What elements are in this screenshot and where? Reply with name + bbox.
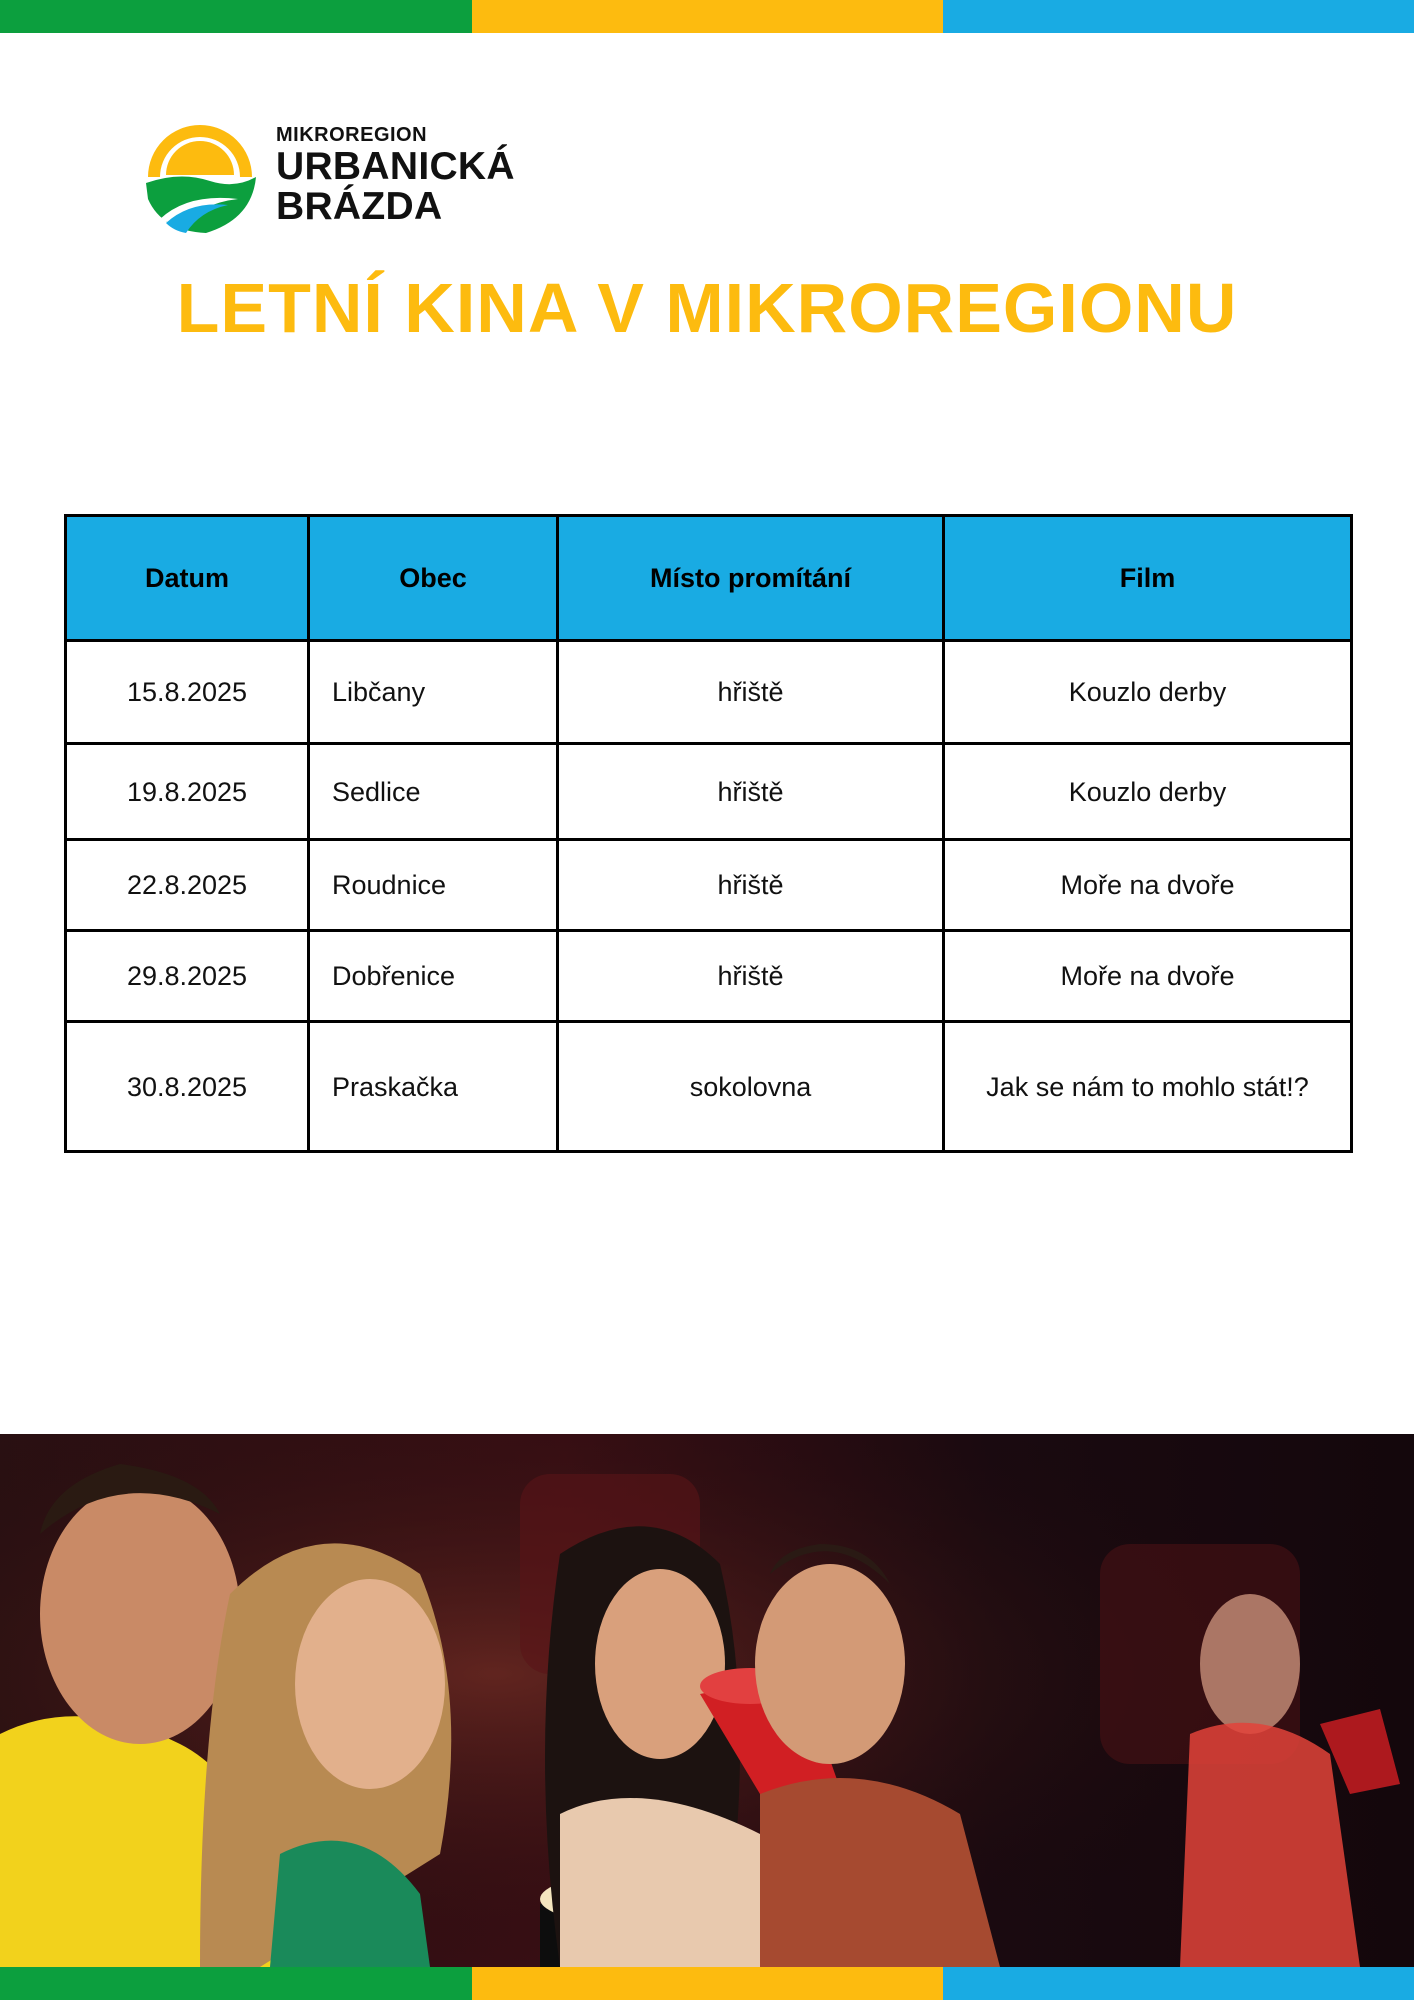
- cell-obec: Libčany: [309, 641, 558, 744]
- logo-line-brazda: BRÁZDA: [276, 185, 443, 228]
- cell-obec: Dobřenice: [309, 931, 558, 1022]
- stripe-yellow: [472, 0, 943, 33]
- table-row: [66, 744, 1352, 840]
- logo-line-mikroregion: MIKROREGION: [276, 124, 428, 146]
- table-header-row: [66, 516, 1352, 641]
- header-film: Film: [944, 516, 1352, 641]
- cell-datum: 30.8.2025: [66, 1022, 309, 1152]
- cell-datum: 15.8.2025: [66, 641, 309, 744]
- sun-over-fields-logo-icon: [140, 115, 260, 235]
- cell-film: Moře na dvoře: [944, 931, 1352, 1022]
- stripe-green: [0, 0, 472, 33]
- cell-misto: hřiště: [558, 931, 944, 1022]
- cell-misto: hřiště: [558, 840, 944, 931]
- cell-datum: 19.8.2025: [66, 744, 309, 840]
- stripe-blue: [943, 1967, 1414, 2000]
- cell-film: Kouzlo derby: [944, 744, 1352, 840]
- cell-obec: Praskačka: [309, 1022, 558, 1152]
- cell-misto: sokolovna: [558, 1022, 944, 1152]
- page-title: LETNÍ KINA V MIKROREGIONU: [176, 269, 1238, 347]
- cell-misto: hřiště: [558, 641, 944, 744]
- stripe-blue: [943, 0, 1414, 33]
- header-datum: Datum: [66, 516, 309, 641]
- logo-line-urbanicka: URBANICKÁ: [276, 145, 515, 188]
- table-row: [66, 840, 1352, 931]
- stripe-yellow: [472, 1967, 943, 2000]
- cell-datum: 22.8.2025: [66, 840, 309, 931]
- header-misto: Místo promítání: [558, 516, 944, 641]
- stripe-green: [0, 1967, 472, 2000]
- table-row: [66, 931, 1352, 1022]
- top-color-stripe: [0, 0, 1414, 33]
- cell-obec: Sedlice: [309, 744, 558, 840]
- bottom-color-stripe: [0, 1967, 1414, 2000]
- cell-misto: hřiště: [558, 744, 944, 840]
- table-row: [66, 641, 1352, 744]
- cinema-audience-photo: [0, 1434, 1414, 1967]
- cell-film: Kouzlo derby: [944, 641, 1352, 744]
- cell-obec: Roudnice: [309, 840, 558, 931]
- cell-film: Jak se nám to mohlo stát!?: [944, 1022, 1352, 1152]
- cell-datum: 29.8.2025: [66, 931, 309, 1022]
- cell-film: Moře na dvoře: [944, 840, 1352, 931]
- screening-schedule-table: [64, 514, 1353, 1153]
- header-obec: Obec: [309, 516, 558, 641]
- logo: [140, 115, 515, 235]
- table-row: [66, 1022, 1352, 1152]
